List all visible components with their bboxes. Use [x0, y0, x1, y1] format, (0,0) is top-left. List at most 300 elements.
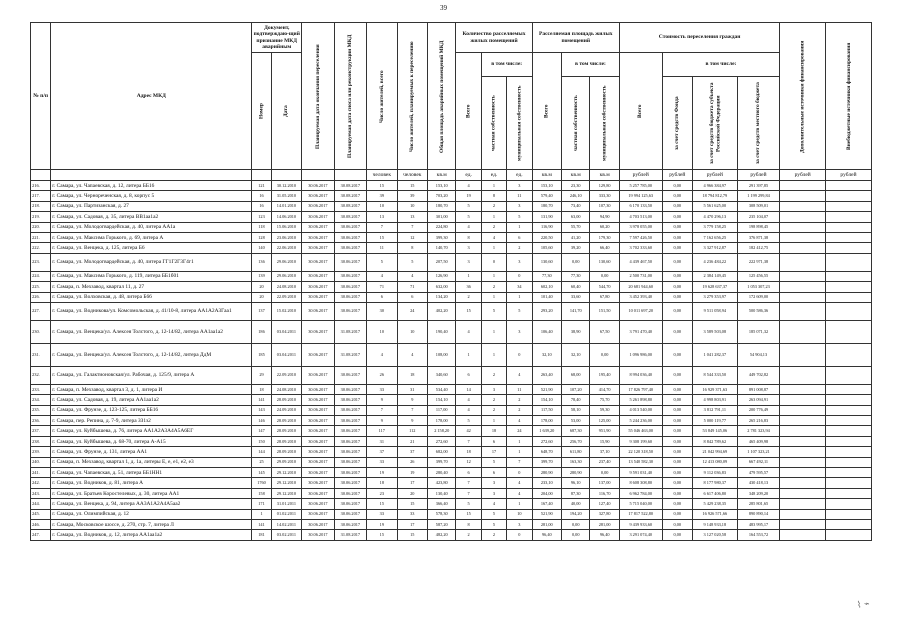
- cell-end: 30.06.2017: [302, 457, 334, 467]
- cell-addr: г. Самара, ул. Партизанская, д. 27: [51, 201, 252, 211]
- cell-n: 232.: [31, 366, 51, 384]
- cell-end: 30.06.2017: [302, 343, 334, 366]
- cell-empty: [780, 302, 826, 320]
- table-row: [31, 519, 872, 529]
- cell-rp: 17: [397, 478, 427, 488]
- cell-cf: 0,00: [662, 292, 692, 302]
- cell-am: 281,00: [590, 519, 619, 529]
- cell-empty: [826, 478, 872, 488]
- cell-cl: 500 586,36: [737, 302, 780, 320]
- cell-num: 171: [252, 499, 271, 509]
- cell-rt: 19: [367, 519, 397, 529]
- cell-empty: [780, 292, 826, 302]
- cell-addr: г. Самара, ул. Водников, д. 12, литера АА1аа1а2: [51, 530, 252, 540]
- cell-empty: [780, 343, 826, 366]
- cell-empty: [826, 181, 872, 191]
- cell-empty: [826, 519, 872, 529]
- cell-date: 29.12.2010: [271, 468, 301, 478]
- cell-ct: 55 046 463,00: [619, 426, 662, 436]
- table-row: [31, 253, 872, 271]
- cell-am: 15,90: [590, 436, 619, 446]
- cell-at: 399,70: [532, 457, 561, 467]
- cell-cl: 172 609,00: [737, 292, 780, 302]
- cell-ct: 4 013 540,00: [619, 405, 662, 415]
- cell-qp: 3: [481, 488, 506, 498]
- cell-num: 16: [252, 201, 271, 211]
- header-area-group: Расселяемая площадь жилых помещений: [532, 23, 619, 53]
- cell-empty: [826, 320, 872, 343]
- cell-empty: [826, 530, 872, 540]
- cell-qm: 2: [507, 405, 532, 415]
- cell-end: 30.06.2017: [302, 447, 334, 457]
- cell-cf: 0,00: [662, 212, 692, 222]
- cell-dem: 30.06.2017: [334, 253, 366, 271]
- cell-cl: 235 104,07: [737, 212, 780, 222]
- cell-cf: 0,00: [662, 519, 692, 529]
- cell-cs: 9 148 933,18: [693, 519, 738, 529]
- cell-end: 30.06.2017: [302, 436, 334, 446]
- cell-rp: 37: [397, 447, 427, 457]
- cell-empty: [826, 436, 872, 446]
- cell-rt: 4: [367, 343, 397, 366]
- cell-addr: г. Самара, ул. Водников, д. 81, литера А: [51, 478, 252, 488]
- cell-qm: 11: [507, 384, 532, 394]
- cell-qp: 2: [481, 395, 506, 405]
- cell-ct: 9 591 031,40: [619, 468, 662, 478]
- cell-ap: 40,00: [562, 499, 590, 509]
- cell-end: 30.06.2017: [302, 509, 334, 519]
- table-row: [31, 191, 872, 201]
- cell-qt: 5: [456, 212, 481, 222]
- cell-empty: [826, 468, 872, 478]
- cell-rt: 19: [367, 468, 397, 478]
- unit-cell: рублей: [619, 170, 662, 181]
- cell-dem: 30.06.2017: [334, 499, 366, 509]
- cell-am: 129,80: [590, 181, 619, 191]
- cell-am: 127,40: [590, 499, 619, 509]
- cell-n: 218.: [31, 201, 51, 211]
- header-residents-planned: Число жителей, планируемых к переселению: [397, 23, 427, 170]
- cell-dem: 30.06.2017: [334, 436, 366, 446]
- cell-qt: 18: [456, 447, 481, 457]
- cell-rp: 4: [397, 343, 427, 366]
- cell-date: 28.09.2010: [271, 447, 301, 457]
- cell-qm: 11: [507, 191, 532, 201]
- cell-qp: 1: [481, 243, 506, 253]
- header-area-incl: в том числе:: [562, 53, 620, 77]
- cell-addr: г. Самара, ул. Венцека, д. 94, литера АА3А1А2А4А5аа2: [51, 499, 252, 509]
- table-row: [31, 320, 872, 343]
- cell-qm: 4: [507, 416, 532, 426]
- cell-area: 130,40: [428, 488, 456, 498]
- cell-rt: 13: [367, 212, 397, 222]
- cell-ap: 33,60: [562, 292, 590, 302]
- cell-qt: 1: [456, 343, 481, 366]
- cell-ap: 107,20: [562, 384, 590, 394]
- cell-rp: 39: [397, 191, 427, 201]
- cell-qt: 12: [456, 457, 481, 467]
- cell-qm: 5: [507, 212, 532, 222]
- cell-cl: 465 409,98: [737, 436, 780, 446]
- cell-qp: 4: [481, 499, 506, 509]
- cell-at: 280,90: [532, 468, 561, 478]
- cell-cf: 0,00: [662, 509, 692, 519]
- cell-end: 30.06.2017: [302, 478, 334, 488]
- cell-ap: 68,00: [562, 366, 590, 384]
- cell-empty: [826, 366, 872, 384]
- cell-qt: 2: [456, 292, 481, 302]
- cell-rp: 24: [397, 302, 427, 320]
- cell-date: 29.06.2010: [271, 253, 301, 271]
- header-address: Адрес МКД: [51, 23, 252, 170]
- unit-cell: ед.: [481, 170, 506, 181]
- cell-at: 32,10: [532, 343, 561, 366]
- cell-qm: 24: [507, 426, 532, 436]
- cell-end: 30.06.2017: [302, 519, 334, 529]
- cell-rt: 26: [367, 366, 397, 384]
- cell-empty: [826, 212, 872, 222]
- header-qty-group: Количество расселяемых жилых помещений: [456, 23, 532, 53]
- cell-cs: 21 042 994,69: [693, 447, 738, 457]
- cell-empty: [826, 253, 872, 271]
- cell-n: 244.: [31, 499, 51, 509]
- cell-at: 602,10: [532, 282, 561, 292]
- cell-dem: 30.06.2017: [334, 468, 366, 478]
- cell-addr: г. Самара, ул. Чапаевская, д. 12, литера ББ16: [51, 181, 252, 191]
- cell-qp: 2: [481, 366, 506, 384]
- cell-am: 179,30: [590, 232, 619, 242]
- cell-rp: 10: [397, 201, 427, 211]
- cell-ct: 3 291 074,40: [619, 530, 662, 540]
- cell-cf: 0,00: [662, 366, 692, 384]
- cell-at: 167,40: [532, 499, 561, 509]
- cell-at: 272,60: [532, 436, 561, 446]
- cell-area: 423,80: [428, 478, 456, 488]
- cell-empty: [826, 416, 872, 426]
- cell-qp: 6: [481, 436, 506, 446]
- cell-qm: 0: [507, 530, 532, 540]
- cell-cf: 0,00: [662, 302, 692, 320]
- cell-ap: 0,00: [562, 519, 590, 529]
- cell-area: 301,00: [428, 212, 456, 222]
- table-row: [31, 384, 872, 394]
- cell-n: 219.: [31, 212, 51, 222]
- table-row: [31, 509, 872, 519]
- cell-num: 123: [252, 212, 271, 222]
- cell-date: 14.02.2011: [271, 519, 301, 529]
- cell-ct: 13 540 582,30: [619, 457, 662, 467]
- cell-rt: 33: [367, 384, 397, 394]
- cell-at: 220,50: [532, 232, 561, 242]
- cell-am: 137,00: [590, 478, 619, 488]
- cell-empty: [780, 222, 826, 232]
- cell-at: 131,90: [532, 212, 561, 222]
- cell-addr: г. Самара, ул. Венцека, д. 125, литера Б6: [51, 243, 252, 253]
- table-row: [31, 488, 872, 498]
- header-cost-fund: за счет средств Фонда: [662, 77, 692, 170]
- cell-n: 237.: [31, 426, 51, 436]
- cell-addr: г. Самара, п. Мехзавод, квартал 3, д. 1, литера И: [51, 384, 252, 394]
- cell-at: 579,40: [532, 191, 561, 201]
- cell-ct: 19 994 125,63: [619, 191, 662, 201]
- cell-cf: 0,00: [662, 416, 692, 426]
- cell-ap: 0,00: [562, 253, 590, 271]
- cell-am: 67,50: [590, 320, 619, 343]
- cell-n: 231.: [31, 343, 51, 366]
- cell-qt: 1: [456, 271, 481, 281]
- cell-qt: 4: [456, 222, 481, 232]
- cell-ap: 73,40: [562, 201, 590, 211]
- cell-dem: 30.06.2017: [334, 302, 366, 320]
- unit-cell: ед.: [456, 170, 481, 181]
- unit-cell: кв.м: [428, 170, 456, 181]
- cell-num: 29: [252, 366, 271, 384]
- cell-date: 03.04.2011: [271, 343, 301, 366]
- cell-am: 125,00: [590, 416, 619, 426]
- cell-ct: 5 244 236,00: [619, 416, 662, 426]
- cell-qt: 4: [456, 405, 481, 415]
- cell-am: 0,00: [590, 343, 619, 366]
- cell-dem: 31.08.2017: [334, 530, 366, 540]
- cell-rt: 33: [367, 509, 397, 519]
- cell-empty: [826, 201, 872, 211]
- cell-cs: 4 966 384,97: [693, 181, 738, 191]
- cell-rp: 71: [397, 282, 427, 292]
- cell-dem: 30.06.2017: [334, 426, 366, 436]
- cell-cs: 16 926 571,66: [693, 509, 738, 519]
- cell-ct: 9 439 933,60: [619, 519, 662, 529]
- cell-end: 30.06.2017: [302, 395, 334, 405]
- cell-ap: 63,00: [562, 212, 590, 222]
- cell-num: 128: [252, 232, 271, 242]
- cell-num: 118: [252, 222, 271, 232]
- cell-qm: 7: [507, 457, 532, 467]
- cell-end: 30.06.2017: [302, 212, 334, 222]
- cell-area: 207,50: [428, 253, 456, 271]
- cell-cl: 890 890,14: [737, 509, 780, 519]
- cell-qm: 1: [507, 292, 532, 302]
- cell-qt: 6: [456, 366, 481, 384]
- cell-rp: 15: [397, 530, 427, 540]
- unit-cell: кв.м: [532, 170, 561, 181]
- cell-area: 399,30: [428, 232, 456, 242]
- header-qty-total: Всего: [456, 53, 481, 170]
- cell-addr: г. Самара, ул. Молодогвардейская, д. 40, литера АА1а: [51, 222, 252, 232]
- cell-n: 241.: [31, 468, 51, 478]
- cell-n: 247.: [31, 530, 51, 540]
- cell-am: 94,90: [590, 212, 619, 222]
- cell-date: 22.06.2010: [271, 243, 301, 253]
- cell-at: 101,40: [532, 292, 561, 302]
- table-row: [31, 468, 872, 478]
- cell-n: 221.: [31, 232, 51, 242]
- cell-cf: 0,00: [662, 191, 692, 201]
- cell-date: 28.09.2010: [271, 416, 301, 426]
- cell-rp: 31: [397, 384, 427, 394]
- cell-qp: 17: [481, 447, 506, 457]
- cell-date: 22.09.2010: [271, 292, 301, 302]
- cell-cs: 4 236 484,22: [693, 253, 738, 271]
- cell-empty: [826, 499, 872, 509]
- cell-rp: 12: [397, 232, 427, 242]
- cell-empty: [826, 447, 872, 457]
- cell-am: 333,30: [590, 191, 619, 201]
- resettlement-table: [30, 22, 872, 541]
- cell-am: 327,80: [590, 509, 619, 519]
- cell-date: 22.09.2010: [271, 366, 301, 384]
- cell-num: 20: [252, 292, 271, 302]
- cell-qp: 4: [481, 232, 506, 242]
- cell-rt: 71: [367, 282, 397, 292]
- cell-num: 147: [252, 426, 271, 436]
- cell-cs: 19 628 637,37: [693, 282, 738, 292]
- cell-dem: 30.06.2017: [334, 282, 366, 292]
- cell-cf: 0,00: [662, 343, 692, 366]
- cell-cs: 12 413 080,09: [693, 457, 738, 467]
- unit-cell: кв.м: [562, 170, 590, 181]
- cell-empty: [780, 447, 826, 457]
- cell-dem: 30.06.2017: [334, 232, 366, 242]
- cell-ct: 9 308 199,60: [619, 436, 662, 446]
- cell-qt: 5: [456, 499, 481, 509]
- cell-empty: [780, 384, 826, 394]
- table-row: [31, 292, 872, 302]
- cell-qp: 5: [481, 509, 506, 519]
- cell-rp: 20: [397, 488, 427, 498]
- table-row: [31, 478, 872, 488]
- cell-qt: 3: [456, 253, 481, 271]
- cell-qp: 5: [481, 302, 506, 320]
- cell-empty: [780, 519, 826, 529]
- cell-date: 24.09.2010: [271, 405, 301, 415]
- cell-rp: 7: [397, 222, 427, 232]
- cell-date: 23.06.2010: [271, 232, 301, 242]
- cell-num: 144: [252, 447, 271, 457]
- cell-date: 01.02.2011: [271, 509, 301, 519]
- cell-cf: 0,00: [662, 222, 692, 232]
- cell-end: 30.06.2017: [302, 499, 334, 509]
- cell-am: 195,40: [590, 366, 619, 384]
- cell-addr: г. Самара, ул. Молодогвардейская, д. 40, литера ГГ1Г2Г3Г4г1: [51, 253, 252, 271]
- cell-rt: 6: [367, 292, 397, 302]
- cell-date: 03.04.2011: [271, 320, 301, 343]
- cell-at: 106,40: [532, 320, 561, 343]
- cell-qp: 6: [481, 468, 506, 478]
- cell-empty: [780, 271, 826, 281]
- cell-area: 703,20: [428, 191, 456, 201]
- cell-ct: 3 702 333,60: [619, 243, 662, 253]
- cell-dem: 30.06.2017: [334, 395, 366, 405]
- cell-num: 1760: [252, 478, 271, 488]
- cell-cl: 1 053 307,23: [737, 282, 780, 292]
- cell-end: 30.06.2017: [302, 488, 334, 498]
- cell-empty: [826, 191, 872, 201]
- cell-end: 30.06.2017: [302, 181, 334, 191]
- cell-cf: 0,00: [662, 405, 692, 415]
- cell-dem: 30.08.2017: [334, 191, 366, 201]
- table-row: [31, 530, 872, 540]
- cell-cl: 263 094,91: [737, 395, 780, 405]
- cell-empty: [826, 232, 872, 242]
- table-row: [31, 405, 872, 415]
- cell-n: 220.: [31, 222, 51, 232]
- cell-rp: 9: [397, 416, 427, 426]
- cell-date: 29.12.2010: [271, 488, 301, 498]
- cell-qt: 4: [456, 181, 481, 191]
- cell-rp: 112: [397, 426, 427, 436]
- cell-num: 141: [252, 519, 271, 529]
- cell-cl: 54 904,13: [737, 343, 780, 366]
- cell-rp: 5: [397, 253, 427, 271]
- cell-rp: 18: [397, 366, 427, 384]
- cell-ap: 687,30: [562, 426, 590, 436]
- cell-at: 263,40: [532, 366, 561, 384]
- cell-date: 30.12.2010: [271, 181, 301, 191]
- cell-qp: 18: [481, 426, 506, 436]
- cell-cs: 3 327 912,87: [693, 243, 738, 253]
- cell-addr: г. Самара, п. Мехзавод, квартал 1, д. 1а, литеры Е, е, е1, е2, е3: [51, 457, 252, 467]
- cell-qt: 36: [456, 282, 481, 292]
- cell-cl: 285 801,65: [737, 499, 780, 509]
- cell-end: 30.06.2017: [302, 282, 334, 292]
- cell-date: 31.01.2011: [271, 499, 301, 509]
- cell-num: 1: [252, 509, 271, 519]
- cell-addr: г. Самара, ул. Водникова/ул. Комсомольская, д. 41/10-8, литера АА1А2А3Гаа1: [51, 302, 252, 320]
- cell-qm: 10: [507, 509, 532, 519]
- cell-ct: 1 096 986,00: [619, 343, 662, 366]
- cell-cl: 449 702,82: [737, 366, 780, 384]
- cell-empty: [826, 395, 872, 405]
- cell-end: 30.06.2017: [302, 416, 334, 426]
- cell-rt: 7: [367, 405, 397, 415]
- cell-empty: [780, 468, 826, 478]
- cell-qm: 1: [507, 222, 532, 232]
- cell-rp: 9: [397, 395, 427, 405]
- cell-qp: 1: [481, 320, 506, 343]
- cell-qp: 1: [481, 181, 506, 191]
- cell-am: 130,60: [590, 253, 619, 271]
- cell-cl: 376 871,38: [737, 232, 780, 242]
- cell-date: 14.06.2010: [271, 212, 301, 222]
- cell-cf: 0,00: [662, 253, 692, 271]
- cell-rp: 7: [397, 405, 427, 415]
- cell-cs: 1 041 282,37: [693, 343, 738, 366]
- cell-rp: 15: [397, 181, 427, 191]
- cell-n: 235.: [31, 405, 51, 415]
- cell-area: 534,40: [428, 384, 456, 394]
- cell-rp: 33: [397, 509, 427, 519]
- cell-rp: 10: [397, 320, 427, 343]
- cell-num: 150: [252, 436, 271, 446]
- cell-n: 236.: [31, 416, 51, 426]
- cell-cs: 3 127 020,58: [693, 530, 738, 540]
- cell-empty: [826, 457, 872, 467]
- cell-ap: 0,00: [562, 530, 590, 540]
- pen-mark-icon: ⌇ ⌁: [856, 599, 871, 611]
- cell-n: 233.: [31, 384, 51, 394]
- cell-date: 03.02.2011: [271, 530, 301, 540]
- table-row: [31, 395, 872, 405]
- cell-qm: 3: [507, 181, 532, 191]
- cell-ct: 3 791 470,40: [619, 320, 662, 343]
- cell-dem: 30.06.2017: [334, 478, 366, 488]
- cell-dem: 30.06.2017: [334, 488, 366, 498]
- cell-addr: г. Самара, ул. Садовая, д. 19, литера АА1аа1а2: [51, 395, 252, 405]
- cell-addr: г. Самара, пер. Репина, д. 7-9, литера ЗЗ1з2: [51, 416, 252, 426]
- cell-at: 117,50: [532, 405, 561, 415]
- cell-rp: 8: [397, 243, 427, 253]
- table-row: [31, 366, 872, 384]
